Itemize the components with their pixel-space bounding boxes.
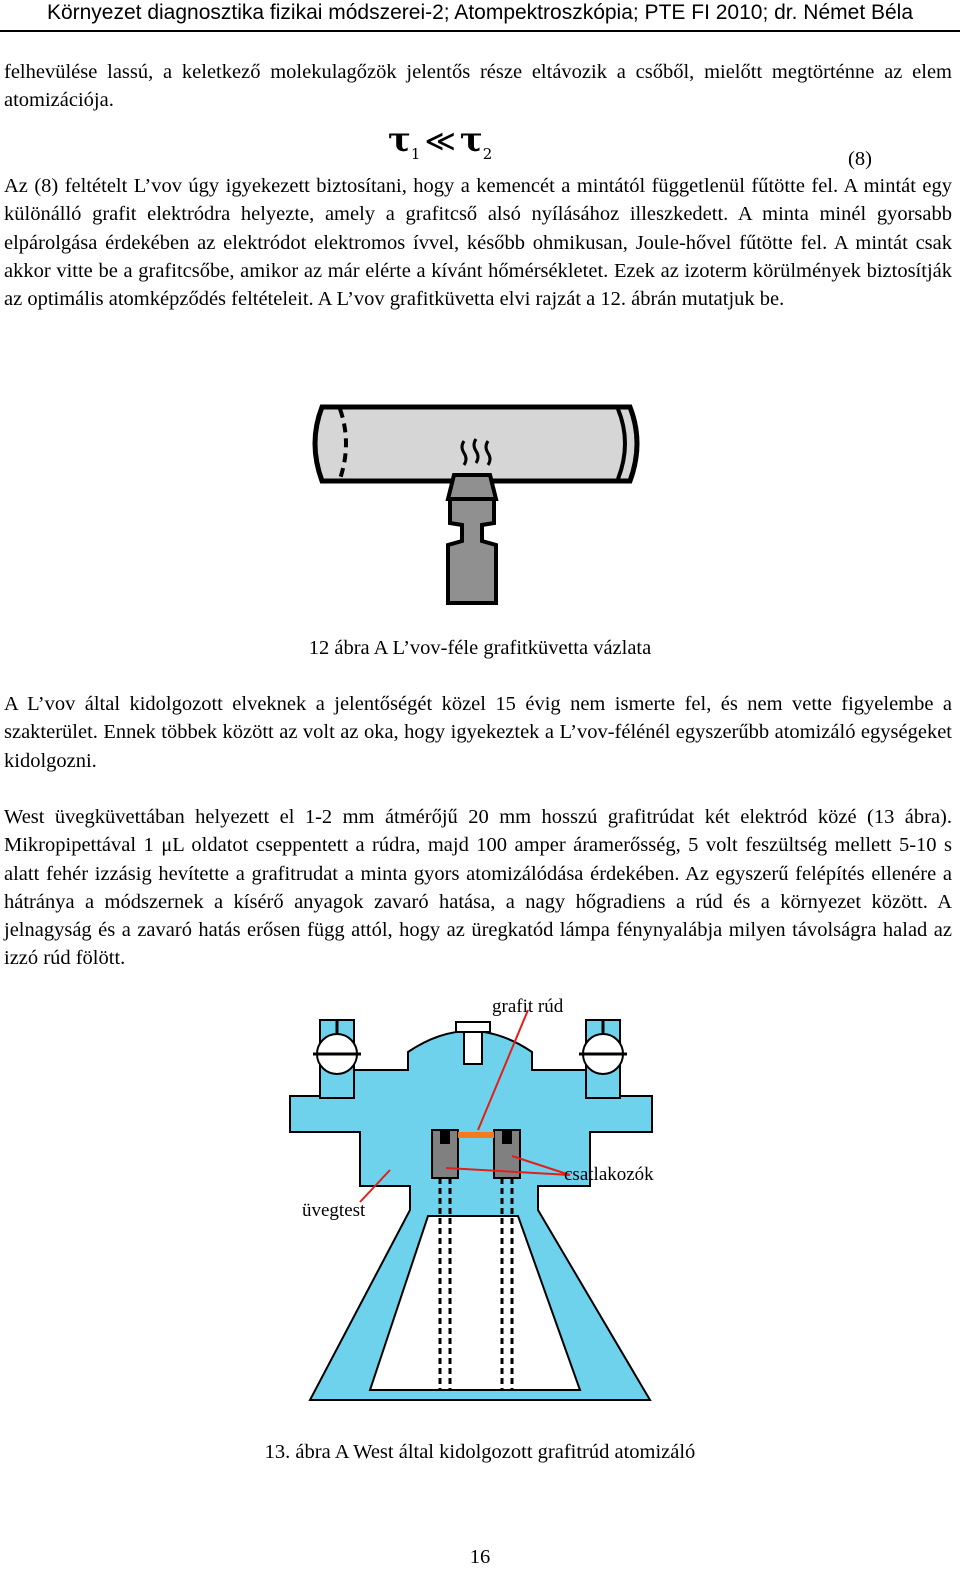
graphite-rod [458, 1132, 494, 1138]
figure-13-caption: 13. ábra A West által kidolgozott grafitrúd atomizáló [264, 1441, 696, 1463]
formula-8 [388, 122, 492, 172]
label-uvegtest: üvegtest [302, 1200, 366, 1221]
header-rule [0, 30, 960, 32]
sample-electrode [448, 491, 496, 603]
running-header: Környezet diagnosztika fizikai módszerei-2; Atompektroszkópia; PTE FI 2010; dr. Német Béla [46, 1, 914, 24]
tau-symbol: τ [459, 120, 483, 160]
paragraph-4: West üvegküvettában helyezett el 1-2 mm átmérőjű 20 mm hosszú grafitrúdat két elektród közé (13 ábra). Mikropipettával 1 μL oldatot cseppentett a rúdra, majd 100 amper áramerősség, 5 volt feszültség mellett 5-10 s alatt fehér izzásig hevítette a grafitrudat a minta gyors atomizálódása érdekében. Az egyszerű felépítés ellenére a hátránya a módszernek a kísérő anyagok zavaró hatása, a nagy hőgradiens a rúd és a környezet között. A jelnagyság és a zavaró hatás erősen függ attól, hogy az üregkatód lámpa fénynyalábja milyen távolságra halad az izzó rúd fölött. [4, 806, 952, 970]
top-stopper [464, 1030, 482, 1064]
graphite-tube [315, 407, 637, 481]
paragraph-3: A L’vov által kidolgozott elveknek a jelentőségét közel 15 évig nem ismerte fel, és nem vette figyelembe a szakterület. Ennek többek között az volt az oka, hogy igyekeztek a L’vov-félénél egyszerűbb atomizáló egységeket kidolgozni. [4, 693, 952, 772]
figure-12-lvov-cuvette [300, 395, 660, 615]
label-grafit-rud: grafit rúd [492, 996, 564, 1017]
subscript-1: 1 [410, 144, 421, 163]
tau-symbol: τ [388, 120, 411, 160]
page-number: 16 [469, 1546, 491, 1568]
paragraph-2: Az (8) feltételt L’vov úgy igyekezett biztosítani, hogy a kemencét a mintától függetlenül fűtötte fel. A mintát egy különálló grafit elektródra helyezte, amely a grafitcső alsó nyílásához illeszkedett. A minta minél gyorsabb elpárolgása érdekében az elektródot elektromos ívvel, később ohmikusan, Joule-hővel fűtötte fel. A mintát csak akkor vitte be a grafitcsőbe, amikor az már elérte a kívánt hőmérsékletet. Ezek az izoterm körülmények biztosítják az optimális atomképződés feltételeit. A L’vov grafitküvetta elvi rajzát a 12. ábrán mutatjuk be. [4, 175, 952, 311]
label-csatlakozok: csatlakozók [564, 1164, 654, 1185]
electrode-cap [448, 475, 496, 499]
figure-12-caption: 12 ábra A L’vov-féle grafitküvetta vázlata [308, 637, 652, 659]
paragraph-1: felhevülése lassú, a keletkező molekulagőzök jelentős része eltávozik a csőből, mielőtt megtörténne az elem atomizációja. [4, 61, 952, 112]
subscript-2: 2 [482, 144, 493, 163]
figure-13-west-atomizer [280, 990, 680, 1420]
much-less-than-symbol: ≪ [424, 124, 456, 159]
equation-number: (8) [848, 148, 872, 170]
